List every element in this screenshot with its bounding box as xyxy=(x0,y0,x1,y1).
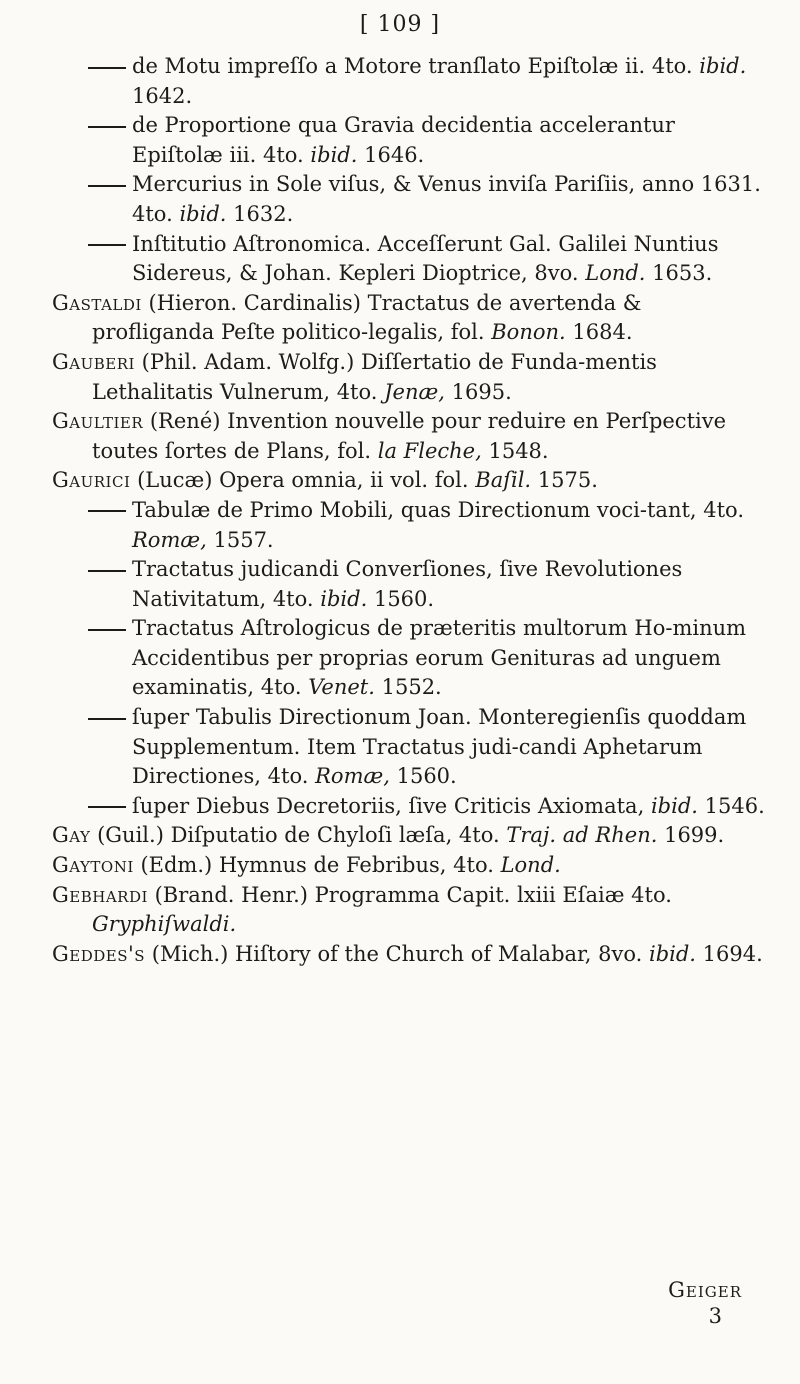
bibliography-entry xyxy=(52,466,767,496)
entry-year: 1552. xyxy=(381,675,442,700)
entry-text: (Mich.) Hiſtory of the Church of Malabar, 8vo. xyxy=(151,941,643,966)
bibliography-entry xyxy=(52,230,767,289)
bibliography-entry xyxy=(52,703,767,792)
entry-author: Gaultier xyxy=(52,409,144,434)
entry-text: (Edm.) Hymnus de Febribus, 4to. xyxy=(140,853,494,878)
entry-year: 1653. xyxy=(652,261,713,286)
entry-place: ibid. xyxy=(179,201,227,226)
bibliography-entry xyxy=(52,614,767,703)
ditto-dash xyxy=(88,510,126,512)
entry-place: Baſil. xyxy=(475,468,532,493)
entry-author: Gauberi xyxy=(52,349,135,374)
catchword: Geiger xyxy=(668,1278,742,1302)
entry-text: (Guil.) Diſputatio de Chyloſi læſa, 4to. xyxy=(97,823,500,848)
entry-text: (Phil. Adam. Wolfg.) Diſſertatio de Funda-mentis Lethalitatis Vulnerum, 4to. xyxy=(92,349,657,404)
entry-text: de Motu impreſſo a Motore tranſlato Epiſtolæ ii. 4to. xyxy=(132,54,693,78)
entry-place: Lond. xyxy=(500,853,561,878)
bibliography-entry xyxy=(52,881,767,940)
bibliography-entry xyxy=(52,851,767,881)
entry-year: 1646. xyxy=(364,142,425,167)
entry-text: (Brand. Henr.) Programma Capit. lxiii Eſaiæ 4to. xyxy=(154,882,672,907)
bibliography-entry xyxy=(52,821,767,851)
entry-place: Gryphiſwaldi. xyxy=(92,912,237,937)
entry-text: (René) Invention nouvelle pour reduire en Perſpective toutes ſortes de Plans, fol. xyxy=(92,409,727,463)
entry-year: 1575. xyxy=(537,468,598,493)
page-number: [ 109 ] xyxy=(359,12,441,37)
ditto-dash xyxy=(88,244,126,246)
entry-author: Gaurici xyxy=(52,468,131,493)
entry-place: ibid. xyxy=(648,941,696,966)
entry-author: Geddes's xyxy=(52,941,146,966)
entry-text: de Proportione qua Gravia decidentia accelerantur Epiſtolæ iii. 4to. xyxy=(132,113,675,167)
entry-place: Venet. xyxy=(308,675,375,700)
bibliography-entry xyxy=(52,111,767,170)
ditto-dash xyxy=(88,67,126,69)
entry-place: ibid. xyxy=(699,54,747,78)
entry-text: Tractatus Aſtrologicus de præteritis multorum Ho-minum Accidentibus per proprias eorum Genituras ad unguem examinatis, 4to. xyxy=(132,616,747,700)
entry-author: Gebhardi xyxy=(52,882,148,907)
signature-mark: 3 xyxy=(708,1304,722,1328)
entry-text: Tractatus judicandi Converſiones, ſive Revolutiones Nativitatum, 4to. xyxy=(132,557,683,611)
entry-year: 1699. xyxy=(664,823,725,848)
entry-year: 1560. xyxy=(373,586,435,611)
entry-text: ſuper Tabulis Directionum Joan. Monteregienſis quoddam Supplementum. Item Tractatus judi-candi Aphetarum Directiones, 4to. xyxy=(132,705,747,789)
entry-place: Traj. ad Rhen. xyxy=(506,823,658,848)
entry-year: 1557. xyxy=(213,527,274,552)
entry-author: Gaytoni xyxy=(52,853,134,878)
entry-text: (Hieron. Cardinalis) Tractatus de avertenda & profliganda Peſte politico-legalis, fol. xyxy=(92,290,642,345)
entry-place: ibid. xyxy=(650,793,698,818)
ditto-dash xyxy=(88,570,126,572)
entry-year: 1546. xyxy=(704,793,765,818)
ditto-dash xyxy=(88,806,126,808)
ditto-dash xyxy=(88,126,126,128)
entry-year: 1548. xyxy=(488,438,549,463)
bibliography-entry xyxy=(52,170,767,229)
bibliography-entry xyxy=(52,496,767,555)
entry-place: Romæ, xyxy=(132,527,207,552)
ditto-dash xyxy=(88,629,126,631)
entry-place: Jenæ, xyxy=(384,379,445,404)
ditto-dash xyxy=(88,718,126,720)
entry-year: 1684. xyxy=(572,320,633,345)
entry-year: 1695. xyxy=(451,379,512,404)
entry-text: Inſtitutio Aſtronomica. Acceſſerunt Gal. Galilei Nuntius Sidereus, & Johan. Kepleri Dioptrice, 8vo. xyxy=(132,231,719,286)
bibliography-entry xyxy=(52,555,767,614)
bibliography-entry xyxy=(52,792,767,822)
entry-place: Lond. xyxy=(585,261,646,286)
entry-text: Mercurius in Sole viſus, & Venus inviſa Pariſiis, anno 1631. 4to. xyxy=(132,172,761,226)
entry-author: Gay xyxy=(52,823,91,848)
entry-author: Gastaldi xyxy=(52,290,142,315)
bibliography-entry xyxy=(52,52,767,111)
bibliography-entry xyxy=(52,348,767,407)
entry-year: 1694. xyxy=(702,941,763,966)
entry-place: Bonon. xyxy=(491,320,566,345)
entry-year: 1632. xyxy=(233,201,294,226)
entry-place: ibid. xyxy=(320,586,368,611)
entry-year: 1642. xyxy=(132,83,193,108)
bibliography-entry xyxy=(52,289,767,348)
bibliography-entry xyxy=(52,940,767,970)
entry-place: la Fleche, xyxy=(377,438,482,463)
entry-text: (Lucæ) Opera omnia, ii vol. fol. xyxy=(137,468,469,493)
entry-text: ſuper Diebus Decretoriis, ſive Criticis Axiomata, xyxy=(132,793,645,818)
entry-place: Romæ, xyxy=(315,764,390,789)
entry-place: ibid. xyxy=(310,142,358,167)
bibliography-list xyxy=(52,52,767,969)
bibliography-entry xyxy=(52,407,767,466)
ditto-dash xyxy=(88,185,126,187)
entry-year: 1560. xyxy=(396,764,457,789)
entry-text: Tabulæ de Primo Mobili, quas Directionum voci-tant, 4to. xyxy=(132,497,745,522)
